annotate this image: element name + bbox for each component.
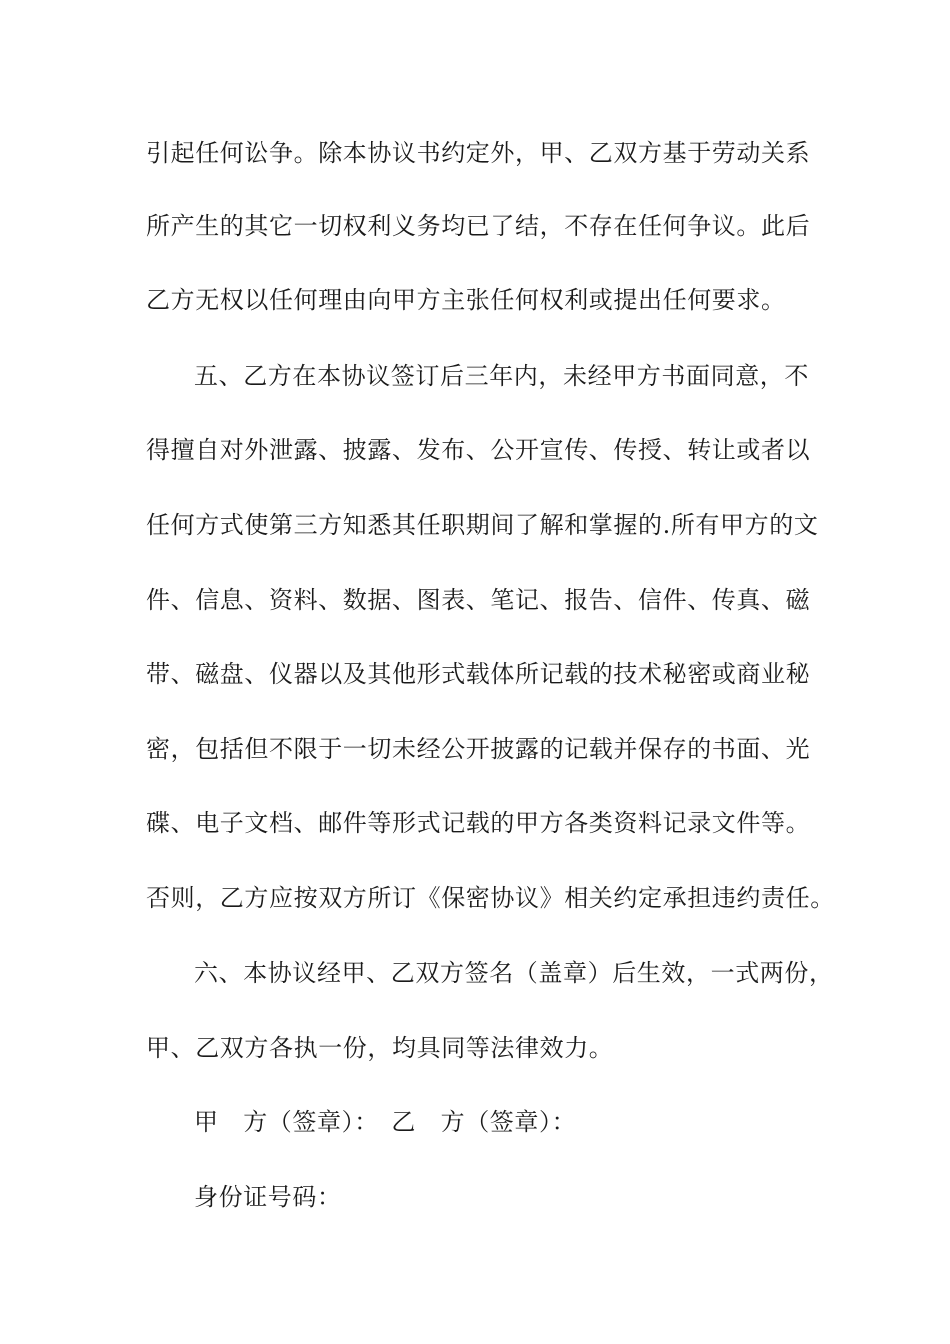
clause-five-first-line: 五、乙方在本协议签订后三年内，未经甲方书面同意，不 — [194, 362, 809, 390]
id-number-label: 身份证号码： — [194, 1183, 342, 1211]
body-text-line: 所产生的其它一切权利义务均已了结，不存在任何争议。此后 — [146, 212, 811, 240]
body-text-line: 否则，乙方应按双方所订《保密协议》相关约定承担违约责任。 — [146, 884, 835, 912]
body-text-line: 密，包括但不限于一切未经公开披露的记载并保存的书面、光 — [146, 735, 811, 763]
body-text-line: 乙方无权以任何理由向甲方主张任何权利或提出任何要求。 — [146, 286, 786, 314]
body-text-line: 碟、电子文档、邮件等形式记载的甲方各类资料记录文件等。 — [146, 809, 811, 837]
body-text-line: 引起任何讼争。除本协议书约定外，甲、乙双方基于劳动关系 — [146, 139, 811, 167]
clause-six-first-line: 六、本协议经甲、乙双方签名（盖章）后生效，一式两份， — [194, 959, 834, 987]
body-text-line: 任何方式使第三方知悉其任职期间了解和掌握的.所有甲方的文 — [146, 511, 819, 539]
body-text-line: 甲、乙双方各执一份，均具同等法律效力。 — [146, 1034, 614, 1062]
signature-line: 甲 方（签章）： 乙 方（签章）： — [194, 1108, 577, 1136]
body-text-line: 件、信息、资料、数据、图表、笔记、报告、信件、传真、磁 — [146, 586, 811, 614]
body-text-line: 带、磁盘、仪器以及其他形式载体所记载的技术秘密或商业秘 — [146, 660, 811, 688]
body-text-line: 得擅自对外泄露、披露、发布、公开宣传、传授、转让或者以 — [146, 436, 811, 464]
